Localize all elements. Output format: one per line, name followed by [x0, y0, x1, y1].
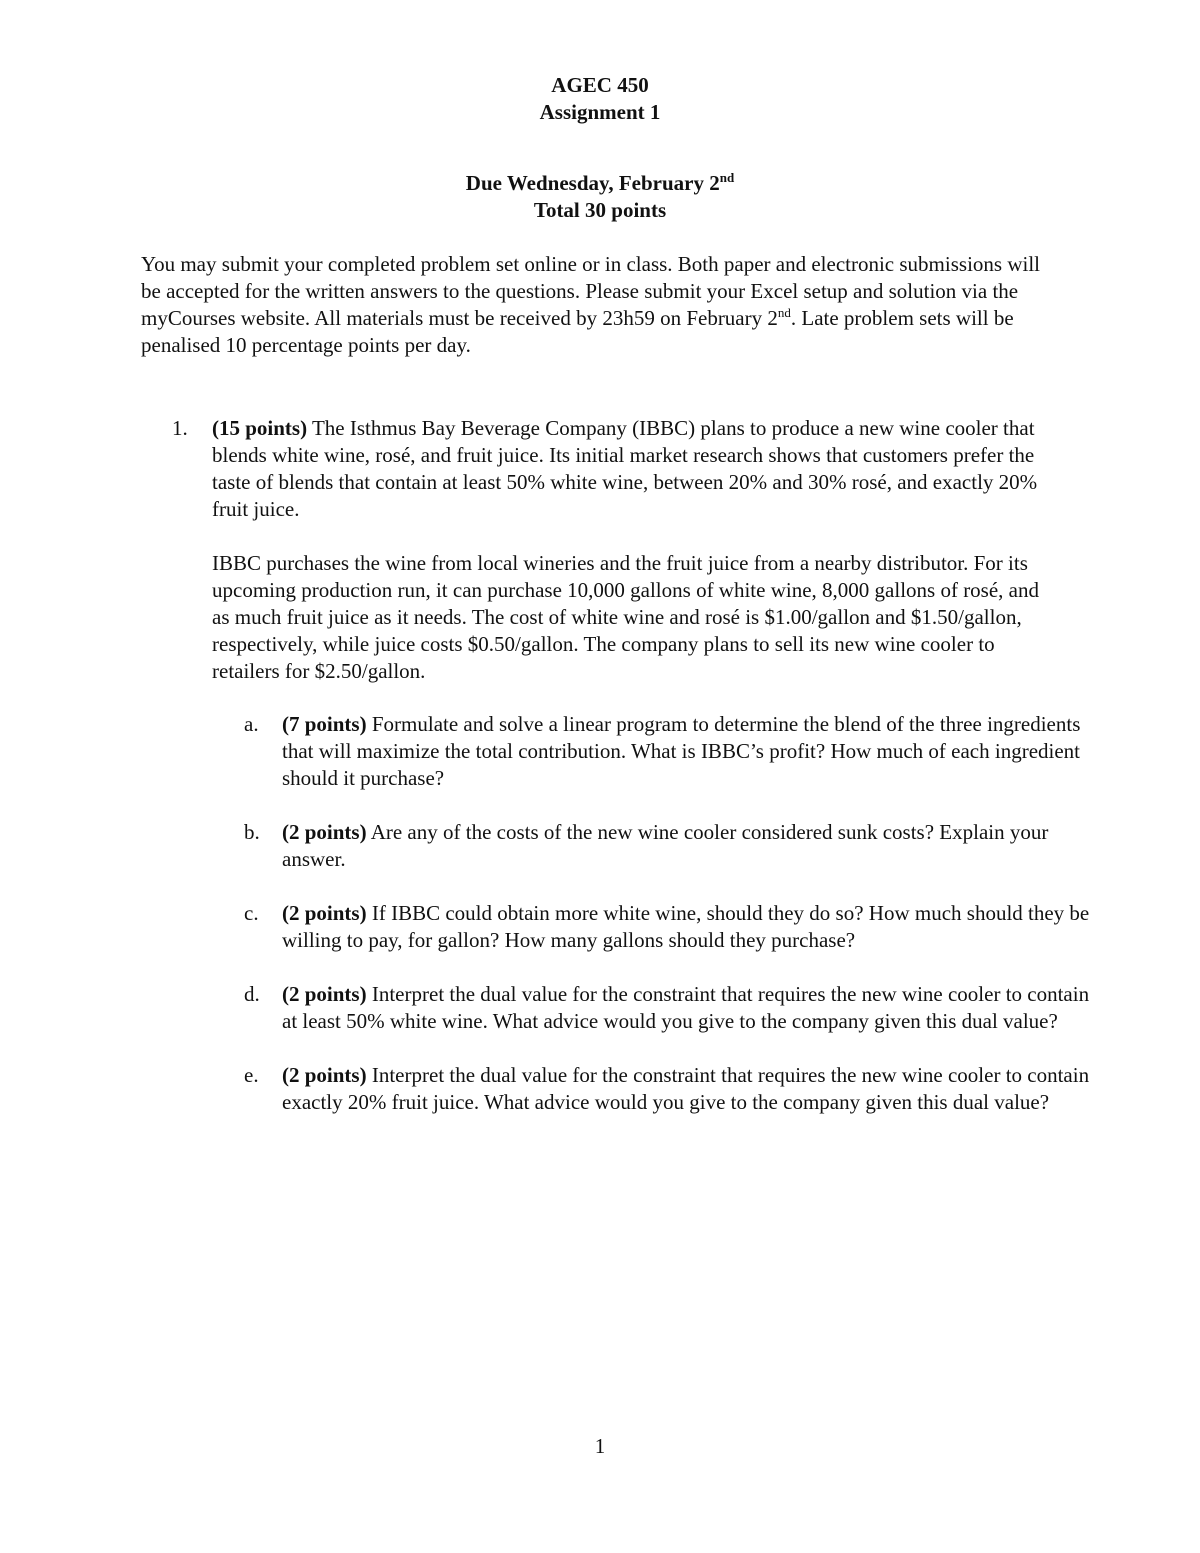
subpart-letter: a.: [244, 712, 259, 736]
subpart-a: [244, 711, 1094, 792]
subpart-letter: d.: [244, 982, 260, 1006]
subpart-body: If IBBC could obtain more white wine, should they do so? How much should they be willing to pay, for gallon? How many gallons should they purchase?: [282, 901, 1090, 952]
question-1: [172, 415, 1052, 685]
subpart-c: [244, 900, 1094, 954]
subpart-body: Formulate and solve a linear program to determine the blend of the three ingredients that will maximize the total contribution. What is IBBC’s profit? How much of each ingredient should it purchase?: [282, 712, 1081, 790]
subpart-text: [282, 981, 1092, 1035]
subpart-text: [282, 711, 1092, 792]
subpart-body: Interpret the dual value for the constraint that requires the new wine cooler to contain exactly 20% fruit juice. What advice would you give to the company given this dual value?: [282, 1063, 1090, 1114]
subpart-points: (2 points): [282, 982, 367, 1006]
subpart-body: Interpret the dual value for the constraint that requires the new wine cooler to contain at least 50% white wine. What advice would you give to the company given this dual value?: [282, 982, 1090, 1033]
total-points: Total 30 points: [533, 198, 667, 222]
subpart-d: [244, 981, 1094, 1035]
page-number: 1: [594, 1434, 606, 1458]
intro-ordinal: nd: [777, 305, 791, 320]
subpart-letter: c.: [244, 901, 259, 925]
due-block: [0, 170, 1200, 224]
intro-text: You may submit your completed problem set online or in class. Both paper and electronic submissions will be accepted for the written answers to the questions. Please submit your Excel setup and solution via the myCourses website. All materials must be received by 23h59 on February 2: [141, 252, 1040, 330]
question-paragraph-1: [212, 415, 1052, 523]
question-text: The Isthmus Bay Beverage Company (IBBC) plans to produce a new wine cooler that blends white wine, rosé, and fruit juice. Its initial market research shows that customers prefer the taste of blends that contain at least 50% white wine, between 20% and 30% rosé, and exactly 20% fruit juice.: [212, 416, 1038, 521]
assignment-title: Assignment 1: [539, 100, 661, 124]
subpart-points: (2 points): [282, 820, 367, 844]
course-code: AGEC 450: [551, 73, 649, 97]
due-date: [0, 170, 1200, 197]
subpart-letter: e.: [244, 1063, 259, 1087]
subpart-points: (2 points): [282, 1063, 367, 1087]
due-date-text: Due Wednesday, February 2: [465, 171, 720, 195]
intro-paragraph: [141, 251, 1061, 359]
due-date-ordinal: nd: [719, 170, 735, 185]
subpart-body: Are any of the costs of the new wine cooler considered sunk costs? Explain your answer.: [282, 820, 1049, 871]
subpart-points: (7 points): [282, 712, 367, 736]
subpart-text: [282, 1062, 1092, 1116]
subpart-e: [244, 1062, 1094, 1116]
subpart-text: [282, 900, 1092, 954]
subpart-letter: b.: [244, 820, 260, 844]
question-number: 1.: [172, 416, 188, 440]
document-header: [0, 72, 1200, 126]
subpart-text: [282, 819, 1092, 873]
subpart-points: (2 points): [282, 901, 367, 925]
subpart-list: [244, 711, 1094, 1143]
intro-text-end: . Late problem sets will be penalised 10 percentage points per day.: [141, 306, 1014, 357]
subpart-b: [244, 819, 1094, 873]
question-paragraph-2: IBBC purchases the wine from local wineries and the fruit juice from a nearby distributor. For its upcoming production run, it can purchase 10,000 gallons of white wine, 8,000 gallons of rosé, and as much fruit juice as it needs. The cost of white wine and rosé is $1.00/gallon and $1.50/gallon, respectively, while juice costs $0.50/gallon. The company plans to sell its new wine cooler to retailers for $2.50/gallon.: [212, 551, 1039, 683]
question-points: (15 points): [212, 416, 308, 440]
